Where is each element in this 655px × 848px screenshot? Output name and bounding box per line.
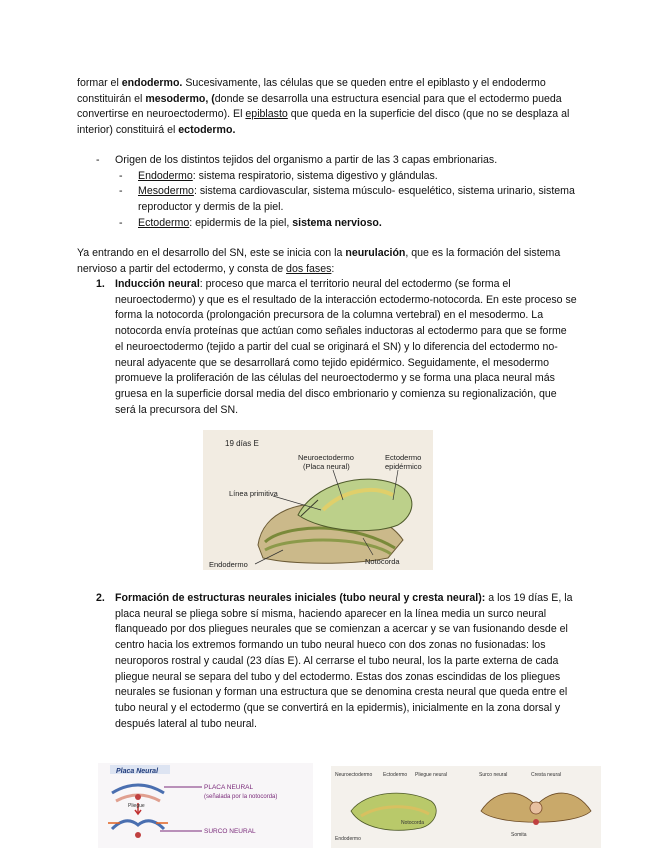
notochord-dot <box>533 819 539 825</box>
figure-label: Cresta neural <box>531 772 562 778</box>
embryonic-disc-illustration <box>203 430 433 570</box>
figure-label: Endodermo <box>335 836 361 842</box>
list-item-endodermo <box>77 169 577 185</box>
figure-label: Ectodermo <box>383 772 408 778</box>
item-body <box>77 277 577 418</box>
item-text: : proceso que marca el territorio neural del ectodermo (se forma el neuroectodermo) y que es el resultado de la interacción ectodermo-notocorda. En este proceso se forma la notocorda (prolongación precursora de la columna vertebral) en el mesodermo. La notocorda envía proteínas que actúan como señales inductoras al ectodermo para que se forme el neuroectodermo (tejido a partir del cual se originará el SN) y lo diferencia del ectodermo no-neural adyacente que se desarrollará como tejido epidérmico. Seguidamente, el mesodermo promueve la proliferación de las células del neuroectodermo y se forma una placa neural más gruesa en la superficie dorsal media del disco embrionario y comienza su regionalización, que será la precursora del SN. <box>115 278 577 416</box>
neurulation-paragraph <box>77 246 577 277</box>
list-text: Origen de los distintos tejidos del organismo a partir de las 3 capas embrionarias. <box>115 154 498 166</box>
list-item-ectodermo <box>77 216 577 232</box>
figure-label: Endodermo <box>209 560 248 569</box>
underlined-term: dos fases <box>286 262 332 275</box>
list-text: : epidermis de la piel, <box>189 216 293 229</box>
figure-label: Notocorda <box>365 557 400 566</box>
notochord-dot <box>135 794 141 800</box>
bold-term: sistema nervioso. <box>292 216 382 229</box>
item-number: 1. <box>96 278 105 290</box>
figure-label: PLACA NEURAL <box>204 784 254 791</box>
figure-label: epidérmico <box>385 462 422 471</box>
bold-term: neurulación <box>345 247 406 259</box>
figure-small-label: Pliegue <box>128 803 145 809</box>
underlined-term: Endodermo <box>138 169 193 182</box>
text-span: Ya entrando en el desarrollo del SN, este se inicia con la <box>77 247 346 259</box>
list-item <box>77 153 577 169</box>
list-item-mesodermo <box>77 184 577 215</box>
text-span: Sucesivamente, las células que se queden entre el epiblasto y el endodermo constituirán el <box>77 77 546 105</box>
figure-label: Ectodermo <box>385 453 422 462</box>
list-text: : sistema cardiovascular, sistema músculo- esquelético, sistema urinario, sistema reproductor y dermis de la piel. <box>138 185 575 214</box>
figure-neural-plate <box>98 763 313 848</box>
figure-embryonic-disc <box>203 430 433 570</box>
text-span: que queda en la superficie del disco (que no se desplaza al interior) constituirá el <box>77 108 570 137</box>
figure-label: (señalada por la notocorda) <box>204 794 278 800</box>
notochord-dot <box>135 832 141 838</box>
dash-bullet: - <box>119 216 123 229</box>
numbered-item-1 <box>77 277 577 418</box>
figure-label: (Placa neural) <box>303 462 350 471</box>
neural-plate-curve <box>112 785 164 793</box>
item-number: 2. <box>96 592 105 604</box>
dash-bullet: - <box>119 185 123 198</box>
bold-term: mesodermo, ( <box>145 92 215 105</box>
figure-header: Placa Neural <box>116 768 159 775</box>
neural-plate-shape <box>298 479 412 531</box>
item-title: Formación de estructuras neurales iniciales (tubo neural y cresta neural): <box>115 592 486 604</box>
neural-groove-curve <box>112 821 164 829</box>
item-body <box>77 591 577 732</box>
text-span: formar el <box>77 77 122 89</box>
figure-label: Línea primitiva <box>229 489 278 498</box>
text-span: , que es la formación del sistema nervioso a partir del ectodermo, y consta de <box>77 247 561 275</box>
figure-title: 19 días E <box>225 439 259 448</box>
figure-label: Surco neural <box>479 772 508 778</box>
figure-label: Pliegue neural <box>415 772 447 778</box>
figure-label: SURCO NEURAL <box>204 828 256 835</box>
bold-term: endodermo. <box>121 77 183 89</box>
germ-layer-list <box>77 153 577 232</box>
text-span: donde se desarrolla una estructura esencial para que el ectodermo pueda convertirse en neuroectodermo). El <box>77 92 562 121</box>
figure-label: Neuroectodermo <box>298 453 354 462</box>
neural-plate-illustration <box>98 763 313 848</box>
item-text: a los 19 días E, la placa neural se pliega sobre sí misma, haciendo aparecer en la línea media un surco neural flanqueado por dos pliegues neurales que se comienzan a acercar y se van fusionando desde el centro hacia los extremos formando un tubo neural hueco con dos zonas no fusionadas: los neuroporos rostral y caudal (23 días E). Al cerrarse el tubo neural, los la parte externa de cada pliegue neural se separa del tubo y del ectodermo. Estas dos zonas escindidas de los pliegues neurales se fusionan y forman una estructura que se denomina cresta neural que queda entre el tubo neural y el ectodermo (que se convertirá en la epidermis), inicialmente en la zona dorsal y después lateral al tubo neural. <box>115 592 573 730</box>
figure-label: Somita <box>511 832 527 838</box>
underlined-term: Mesodermo <box>138 185 194 198</box>
bold-term: ectodermo. <box>178 124 236 137</box>
neural-tube-illustration <box>331 766 601 848</box>
figure-label: Notocorda <box>401 820 425 826</box>
text-span: : <box>331 262 335 275</box>
dash-bullet: - <box>119 169 123 182</box>
dash-bullet: - <box>96 154 100 166</box>
intro-paragraph <box>77 76 577 139</box>
item-title: Inducción neural <box>115 278 200 290</box>
figure-neural-tube <box>331 766 601 848</box>
numbered-item-2 <box>77 591 577 732</box>
underlined-term: epiblasto <box>245 108 288 121</box>
neural-tube-lumen <box>530 802 542 814</box>
figure-label: Neuroectodermo <box>335 772 373 778</box>
underlined-term: Ectodermo <box>138 216 190 229</box>
list-text: : sistema respiratorio, sistema digestivo y glándulas. <box>192 169 438 182</box>
